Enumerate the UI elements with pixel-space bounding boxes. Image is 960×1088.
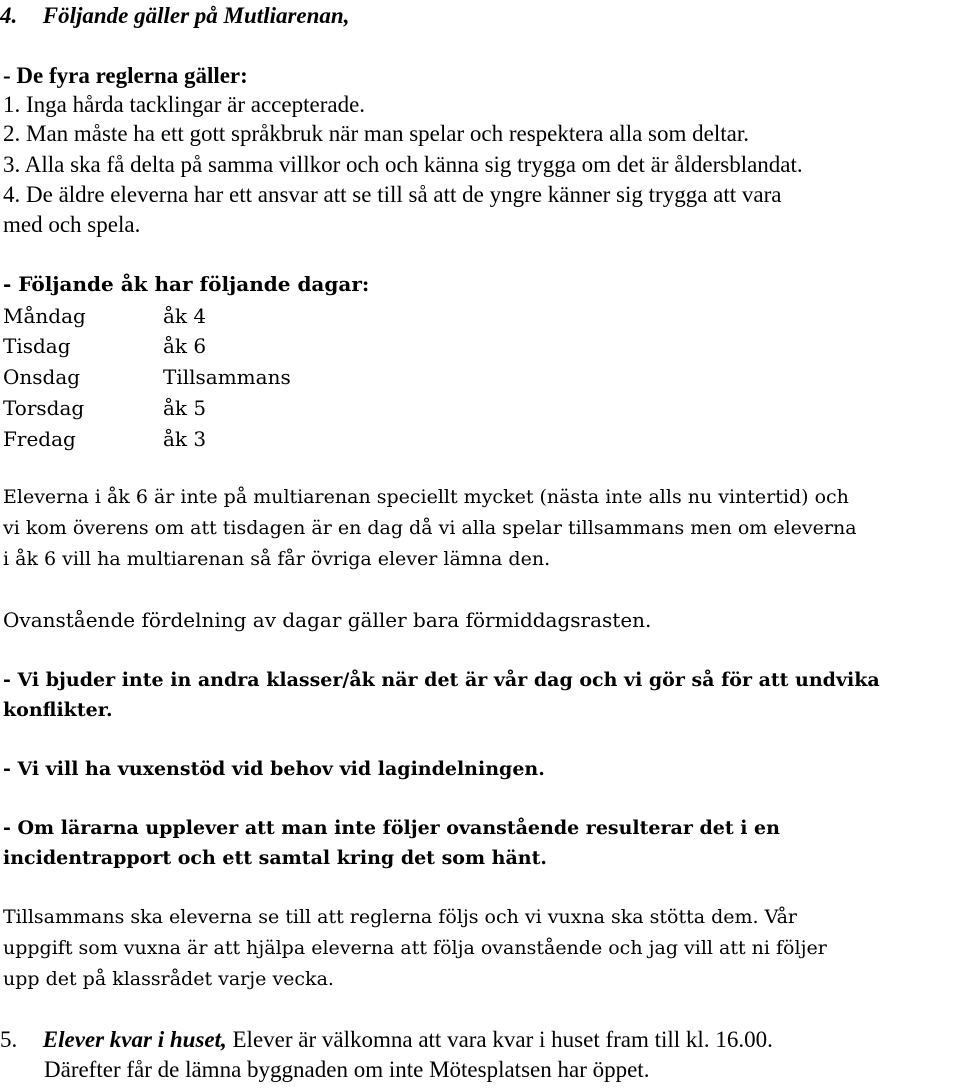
day-name: Måndag bbox=[3, 304, 86, 328]
rule-item: 1. Inga hårda tacklingar är accepterade. bbox=[3, 92, 366, 117]
paragraph-line: vi kom överens om att tisdagen är en dag då vi alla spelar tillsammans men om eleverna bbox=[3, 517, 857, 539]
section-4-heading bbox=[0, 3, 349, 29]
paragraph-line: i åk 6 vill ha multiarenan så får övriga elever lämna den. bbox=[3, 548, 551, 570]
bold-rule-line: - Om lärarna upplever att man inte följer ovanstående resulterar det i en bbox=[3, 817, 780, 839]
section-title: Följande gäller på Mutliarenan, bbox=[42, 3, 350, 28]
day-grade: åk 5 bbox=[163, 396, 207, 420]
rule-item: 3. Alla ska få delta på samma villkor och och känna sig trygga om det är åldersblandat. bbox=[3, 152, 803, 177]
rule-item: 4. De äldre eleverna har ett ansvar att se till så att de yngre känner sig trygga att vara bbox=[3, 182, 782, 207]
rules-heading: - De fyra reglerna gäller: bbox=[3, 63, 248, 88]
schedule-heading: - Följande åk har följande dagar: bbox=[3, 272, 370, 296]
section-5-line: Därefter får de lämna byggnaden om inte Mötesplatsen har öppet. bbox=[44, 1057, 650, 1082]
day-name: Onsdag bbox=[3, 365, 81, 389]
day-grade: åk 3 bbox=[163, 427, 207, 451]
bold-rule-line: - Vi vill ha vuxenstöd vid behov vid lagindelningen. bbox=[3, 758, 545, 780]
paragraph-line: Ovanstående fördelning av dagar gäller bara förmiddagsrasten. bbox=[3, 608, 652, 632]
bold-rule-line: incidentrapport och ett samtal kring det som hänt. bbox=[3, 847, 547, 869]
paragraph-line: Eleverna i åk 6 är inte på multiarenan speciellt mycket (nästa inte alls nu vintertid) och bbox=[3, 486, 849, 508]
section-number: 4. bbox=[0, 3, 18, 28]
rule-item: med och spela. bbox=[3, 212, 141, 237]
day-name: Torsdag bbox=[3, 396, 85, 420]
paragraph-line: upp det på klassrådet varje vecka. bbox=[3, 968, 334, 990]
rule-item: 2. Man måste ha ett gott språkbruk när man spelar och respektera alla som deltar. bbox=[3, 121, 749, 146]
section-title: Elever kvar i huset, bbox=[42, 1027, 227, 1052]
day-grade: åk 6 bbox=[163, 334, 207, 358]
day-name: Fredag bbox=[3, 427, 76, 451]
section-5-line bbox=[0, 1027, 773, 1053]
section-number: 5. bbox=[0, 1027, 18, 1052]
day-grade: Tillsammans bbox=[163, 365, 291, 389]
day-grade: åk 4 bbox=[163, 304, 207, 328]
paragraph-line: Tillsammans ska eleverna se till att reglerna följs och vi vuxna ska stötta dem. Vår bbox=[3, 906, 798, 928]
bold-rule-line: - Vi bjuder inte in andra klasser/åk när det är vår dag och vi gör så för att undvika bbox=[3, 669, 880, 691]
paragraph-line: uppgift som vuxna är att hjälpa eleverna att följa ovanstående och jag vill att ni följer bbox=[3, 937, 827, 959]
day-name: Tisdag bbox=[3, 334, 71, 358]
bold-rule-line: konflikter. bbox=[3, 699, 113, 721]
section-text: Elever är välkomna att vara kvar i huset fram till kl. 16.00. bbox=[226, 1027, 773, 1052]
